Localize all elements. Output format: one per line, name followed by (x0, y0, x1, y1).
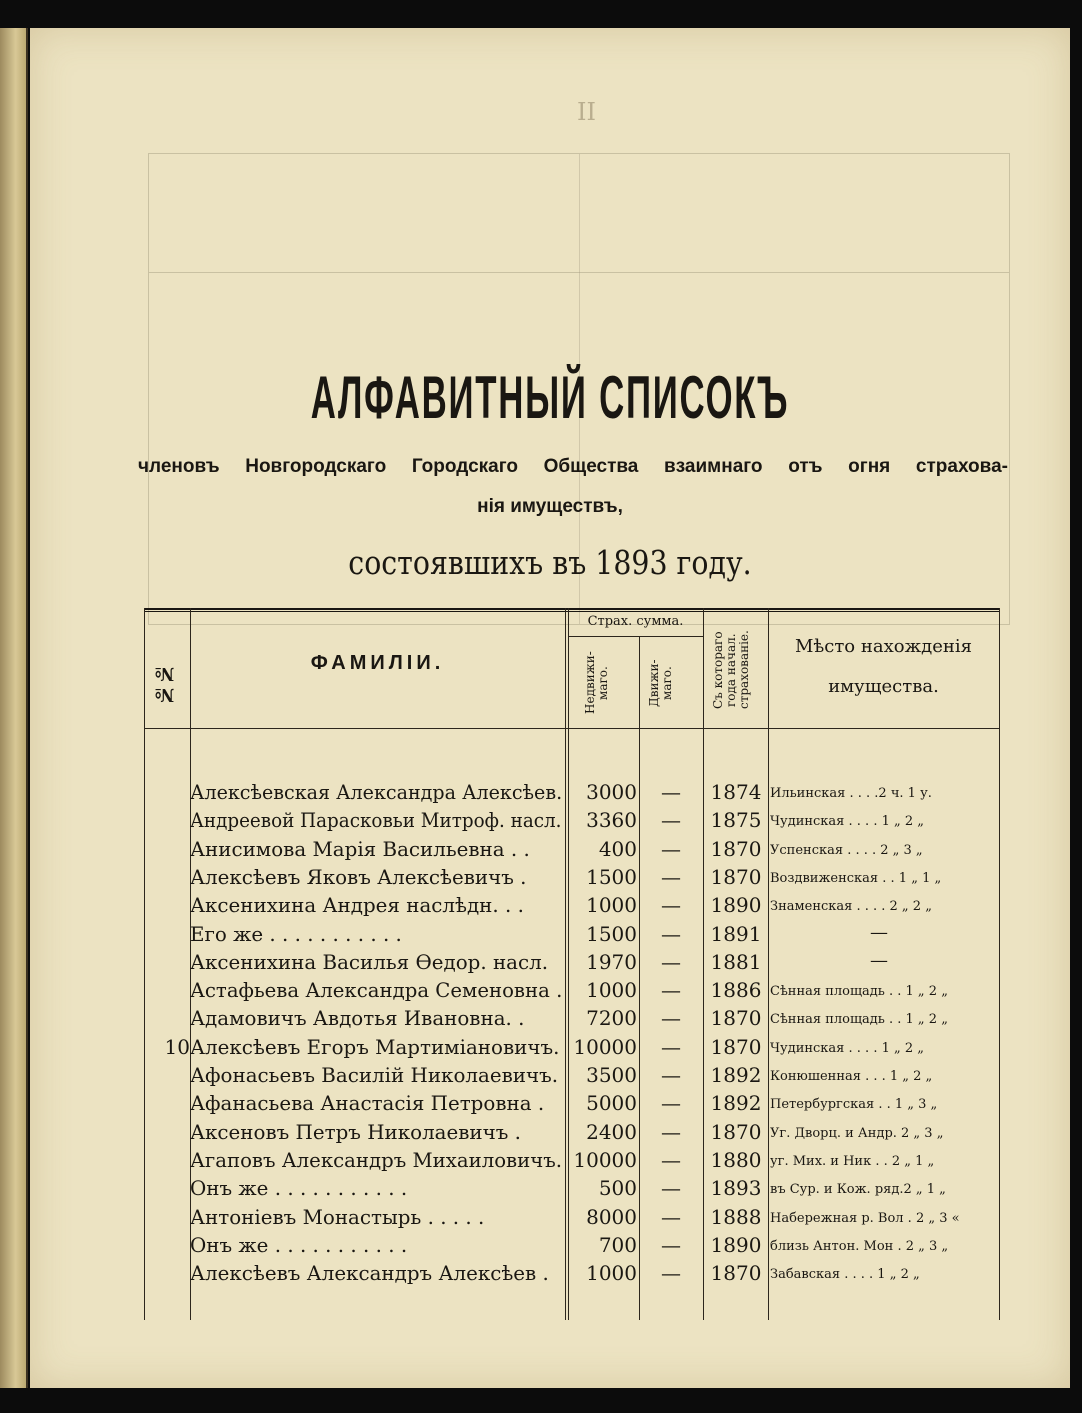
table-row (144, 865, 1000, 893)
row-location: Чудинская . . . . 1 „ 2 „ (770, 814, 924, 830)
row-immovable-sum: 3000 (586, 780, 637, 804)
row-surname: Его же . . . . . . . . . . . (190, 921, 402, 946)
row-location: Забавская . . . . 1 „ 2 „ (770, 1267, 920, 1283)
row-start-year: 1870 (710, 1034, 762, 1059)
row-start-year: 1890 (710, 893, 762, 918)
row-location: Конюшенная . . . 1 „ 2 „ (770, 1069, 933, 1084)
subtitle-line-2: нія имуществъ, (477, 496, 623, 517)
row-surname: Андреевой Парасковьи Митроф. насл. (190, 808, 562, 833)
table-row (144, 1091, 1000, 1119)
row-immovable-sum: 10000 (573, 1034, 637, 1059)
row-start-year: 1870 (710, 864, 762, 889)
row-surname: Аксеновъ Петръ Николаевичъ . (190, 1119, 521, 1144)
row-immovable-sum: 1970 (586, 949, 637, 974)
table-row (144, 1148, 1000, 1176)
row-immovable-sum: 7200 (586, 1006, 637, 1031)
row-start-year: 1890 (710, 1232, 762, 1257)
row-surname: Онъ же . . . . . . . . . . . (190, 1232, 408, 1257)
row-movable-sum: — (661, 893, 681, 918)
row-movable-sum: — (661, 978, 681, 1003)
row-immovable-sum: 500 (598, 1176, 637, 1201)
row-movable-sum: — (661, 808, 681, 833)
row-movable-sum: — (661, 949, 681, 974)
row-start-year: 1891 (710, 921, 762, 946)
row-location: близь Антон. Мон . 2 „ 3 „ (770, 1238, 949, 1254)
row-surname: Аксенихина Андрея наслѣдн. . . (190, 893, 524, 918)
row-surname: Аксенихина Василья Ѳедор. насл. (190, 949, 549, 974)
table-row (144, 780, 1000, 808)
row-immovable-sum: 1000 (586, 978, 637, 1003)
table-row (144, 1233, 1000, 1261)
row-movable-sum: — (661, 1119, 681, 1144)
row-surname: Онъ же . . . . . . . . . . . (190, 1176, 408, 1201)
row-movable-sum: — (661, 1176, 681, 1201)
table-row (144, 1035, 1000, 1063)
row-immovable-sum: 400 (598, 836, 637, 861)
row-location: Чудинская . . . . 1 „ 2 „ (770, 1040, 924, 1056)
row-immovable-sum: 3500 (586, 1063, 637, 1087)
row-movable-sum: — (661, 780, 681, 804)
row-immovable-sum: 8000 (586, 1204, 637, 1229)
row-start-year: 1886 (710, 978, 762, 1003)
row-immovable-sum: 1500 (586, 864, 637, 889)
row-movable-sum: — (661, 921, 681, 946)
row-movable-sum: — (661, 1034, 681, 1059)
header-location-line2: имущества. (828, 676, 939, 697)
table-row (144, 1006, 1000, 1034)
row-location: Сѣнная площадь . . 1 „ 2 „ (770, 984, 948, 1000)
row-location: Набережная р. Вол . 2 „ 3 « (770, 1210, 960, 1226)
row-immovable-sum: 5000 (586, 1091, 637, 1116)
row-start-year: 1880 (710, 1147, 762, 1172)
row-location: уг. Мих. и Ник . . 2 „ 1 „ (770, 1153, 935, 1169)
row-immovable-sum: 1000 (586, 1261, 637, 1286)
row-immovable-sum: 1000 (586, 893, 637, 918)
row-start-year: 1875 (710, 808, 762, 833)
row-movable-sum: — (661, 1091, 681, 1116)
header-number: №№ (154, 663, 175, 705)
row-immovable-sum: 3360 (586, 808, 637, 833)
header-start-year: Съ котораго года начал. страхованіе. (711, 630, 751, 710)
header-surname: ФАМИЛІИ. (310, 652, 445, 674)
book-spine (0, 28, 28, 1388)
row-surname: Антоніевъ Монастырь . . . . . (190, 1204, 485, 1229)
row-location: — (870, 949, 888, 971)
row-movable-sum: — (661, 1232, 681, 1257)
row-surname: Афонасьевъ Василій Николаевичъ. (190, 1063, 559, 1087)
subtitle-line-1: членовъ Новгородскаго Городскаго Общества взаимнаго отъ огня страхова- (138, 456, 1008, 477)
table-row (144, 922, 1000, 950)
row-surname: Афанасьева Анастасія Петровна . (190, 1091, 545, 1116)
row-start-year: 1888 (710, 1204, 762, 1229)
row-start-year: 1870 (710, 1261, 762, 1286)
page-number: II (577, 98, 596, 126)
row-location: Петербургская . . 1 „ 3 „ (770, 1097, 938, 1113)
header-insured-sum: Страх. сумма. (587, 614, 684, 629)
row-location: Уг. Дворц. и Андр. 2 „ 3 „ (770, 1125, 944, 1141)
table-row (144, 1205, 1000, 1233)
row-immovable-sum: 2400 (586, 1119, 637, 1144)
row-start-year: 1870 (710, 1006, 762, 1031)
row-immovable-sum: 1500 (586, 921, 637, 946)
row-surname: Алексѣевъ Яковъ Алексѣевичъ . (190, 864, 527, 889)
row-surname: Алексѣевъ Александръ Алексѣев . (190, 1261, 549, 1286)
row-movable-sum: — (661, 1261, 681, 1286)
row-movable-sum: — (661, 1204, 681, 1229)
row-location: Воздвиженская . . 1 „ 1 „ (770, 870, 942, 886)
row-start-year: 1881 (710, 949, 762, 974)
row-start-year: 1874 (710, 780, 762, 804)
row-surname: Адамовичъ Авдотья Ивановна. . (190, 1006, 525, 1031)
row-location: — (870, 921, 888, 943)
row-immovable-sum: 700 (598, 1232, 637, 1257)
row-location: Успенская . . . . 2 „ 3 „ (770, 842, 923, 858)
table-row (144, 893, 1000, 921)
table-row (144, 950, 1000, 978)
page-title: АЛФАВИТНЫЙ СПИСОКЪ (310, 364, 790, 431)
row-number: 10 (164, 1034, 190, 1059)
table-row (144, 808, 1000, 836)
row-surname: Астафьева Александра Семеновна . (190, 978, 563, 1003)
header-location: Мѣсто нахожденія (794, 636, 972, 657)
row-location: Сѣнная площадь . . 1 „ 2 „ (770, 1012, 948, 1028)
row-start-year: 1892 (710, 1091, 762, 1116)
row-location: Ильинская . . . .2 ч. 1 у. (770, 786, 932, 801)
row-immovable-sum: 10000 (573, 1147, 637, 1172)
table-row (144, 1261, 1000, 1289)
row-movable-sum: — (661, 864, 681, 889)
row-start-year: 1893 (710, 1176, 762, 1201)
table-row (144, 978, 1000, 1006)
table-row (144, 1120, 1000, 1148)
row-start-year: 1892 (710, 1063, 762, 1087)
table-row (144, 837, 1000, 865)
row-location: Знаменская . . . . 2 „ 2 „ (770, 899, 932, 915)
table-row (144, 1063, 1000, 1091)
members-table (144, 608, 1000, 1320)
row-movable-sum: — (661, 836, 681, 861)
row-movable-sum: — (661, 1006, 681, 1031)
subtitle-line-3: состоявшихъ въ 1893 году. (348, 543, 752, 582)
header-movable: Движи- маго. (647, 659, 674, 707)
row-surname: Агаповъ Александръ Михаиловичъ. (190, 1147, 563, 1172)
row-location: въ Сур. и Кож. ряд.2 „ 1 „ (770, 1182, 946, 1198)
row-start-year: 1870 (710, 1119, 762, 1144)
row-movable-sum: — (661, 1063, 681, 1087)
row-surname: Алексѣевская Александра Алексѣев. (190, 780, 563, 804)
document-page (30, 28, 1070, 1388)
table-row (144, 1176, 1000, 1204)
row-surname: Алексѣевъ Егоръ Мартиміановичъ. (190, 1034, 560, 1059)
row-movable-sum: — (661, 1147, 681, 1172)
header-immovable: Недвижи- маго. (583, 651, 610, 715)
row-start-year: 1870 (710, 836, 762, 861)
row-surname: Анисимова Марія Васильевна . . (190, 836, 530, 861)
